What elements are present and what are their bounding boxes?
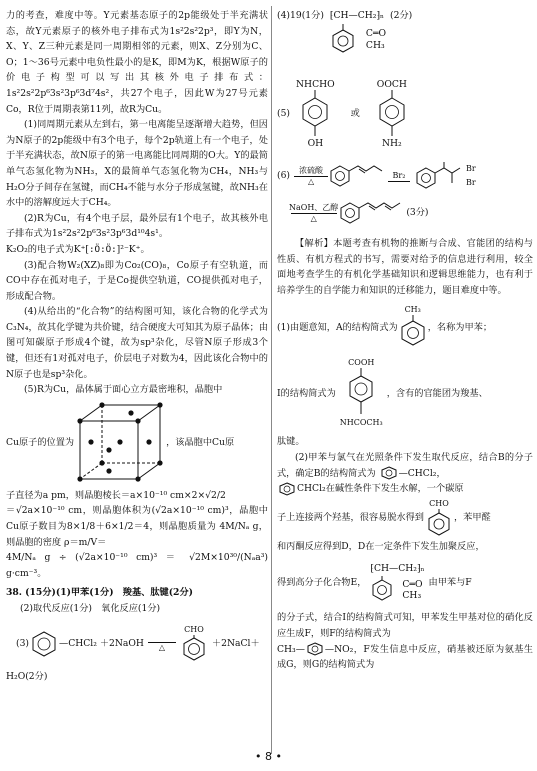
equation-tail: H₂O(2分) — [6, 670, 48, 682]
compound-i-structure: COOH NHCOCH₃ — [339, 358, 383, 428]
page-number: • 8 • — [255, 750, 282, 763]
paragraph-density: 4M/Nₐ g ÷ (√2a×10⁻¹⁰ cm)³ ＝ √2M×10³⁰/(Nₐa³) g·cm⁻³。 — [6, 552, 268, 579]
right-column — [277, 8, 533, 673]
benzaldehyde-structure: CHO — [426, 499, 452, 537]
left-column — [6, 8, 268, 684]
benzene-ring-icon — [180, 635, 208, 663]
paragraph-cell-mass: ＝√2a×10⁻¹⁰ cm，则晶胞体积为(√2a×10⁻¹⁰ cm)³，晶胞中Cu原子数目为8×1/8＋6×1/2＝4，则晶胞质量为 4M/Nₐ g，则晶胞的密度 ρ＝m/V＝ — [6, 505, 268, 548]
answer-38-part2: (2)取代反应(1分) 氧化反应(1分) — [20, 603, 161, 614]
paragraph-ionization-energy: (1)同周期元素从左到右，第一电离能呈逐渐增大趋势，但因为N原子的2p能级中有3个电子，每个2p轨道上有一个电子，处于半充满状态，故N原子的第一电离能比同周期的O大。Y的最简单气态氢化物为NH₃，X的最简单气态氢化物为CH₄，NH₃与H₂O分子间存在氢键，而CH₄不能与水分子形成氢键，故NH₃在水中的溶解度远大于CH₄。 — [6, 119, 268, 209]
diene-structure — [338, 199, 402, 227]
paragraph-hydrolysis: CHCl₂在碱性条件下发生水解，一个碳原 — [277, 481, 533, 497]
paragraph-b-structure: (2)甲苯与氯气在光照条件下发生取代反应，结合B的分子式，确定B的结构简式为 —CHCl₂， — [277, 451, 533, 479]
polymer-e-structure: ⁅CH—CH₂⁆ₙ C═O CH₃ — [370, 561, 424, 605]
benzene-ring-icon — [379, 466, 399, 480]
toluene-structure: CH₃ — [398, 305, 428, 349]
structure-i-row: I的结构简式为 COOH NHCOCH₃ ，含有的官能团为羧基、 — [277, 358, 488, 428]
reaction-arrow: NaOH、乙醇 △ — [289, 202, 339, 223]
bromine-label: Br — [466, 178, 476, 187]
polymer-e-row: 得到高分子化合物E， ⁅CH—CH₂⁆ₙ C═O CH₃ 由甲苯与F — [277, 554, 533, 610]
bromine-label: Br — [466, 164, 476, 173]
paragraph-edge-length: 子直径为a pm，则晶胞棱长＝a×10⁻¹⁰ cm×2×√2/2 — [6, 489, 226, 501]
fcc-unit-cell-diagram — [74, 399, 166, 487]
polymer-structure: ⁅CH—CH₂⁆ₙ C═O CH₃ — [330, 8, 386, 56]
unit-cell-row: Cu原子的位置为 ，该晶胞中Cu原 — [6, 398, 268, 488]
benzene-ring-icon — [305, 642, 325, 656]
electron-dot-formula: :Ö:Ö: — [89, 243, 117, 255]
answer-5-row: (5) NHCHO OH 或 OOCH NH₂ — [277, 79, 407, 149]
benzene-ring-icon — [277, 482, 297, 496]
answer-6-row-1: (6) 浓硫酸 △ Br₂ Br Br — [277, 156, 533, 196]
text-peptide-bond: 肽键。 — [277, 436, 305, 448]
dibromide-structure — [414, 158, 466, 194]
benzaldehyde-row: 子上连接两个羟基，很容易脱水得到 CHO ，苯甲醛 — [277, 497, 533, 539]
equation-hydrolysis-row: (3) —CHCl₂ ＋2NaOH △ CHO ＋2NaCl＋ — [6, 619, 268, 669]
paragraph-complex: (3)配合物W₂(XZ)₈即为Co₂(CO)₈，Co原子有空轨道，而CO中存在孤对电子，于是Co提供空轨道，CO提供孤对电子，形成配合物。 — [6, 259, 268, 302]
paragraph-k2o2: K₂O₂的电子式为K⁺[:Ö:Ö:]²⁻K⁺。 — [6, 243, 150, 255]
analysis-paragraph: 【解析】本题考查有机物的推断与合成、官能团的结构与性质、有机方程式的书写，需要对给予的信息进行利用，较全面地考查学生的有机化学基础知识和逻辑思维能力，也有利于培养学生的自学能力和知识的迁移能力，题目难度中等。 — [277, 238, 533, 296]
paragraph-f-structure: CH₃— —NO₂，F发生信息中反应，硝基被还原为氨基生成G，则G的结构简式为 — [277, 643, 533, 671]
reaction-arrow: △ — [148, 634, 176, 653]
reaction-arrow: 浓硫酸 △ — [294, 166, 328, 187]
column-divider — [271, 6, 272, 754]
paragraph-nitration: 的分子式，结合I的结构简式可知，甲苯发生甲基对位的硝化反应生成F，则F的结构简式为 — [277, 612, 533, 639]
paragraph-fcc: (5)R为Cu，晶体属于面心立方最密堆积，晶胞中 — [24, 384, 223, 396]
benzene-ring-icon — [426, 509, 452, 537]
benzene-ring-icon — [370, 576, 394, 604]
isomer-a-structure: NHCHO OH — [296, 79, 335, 149]
benzene-ring-icon — [299, 90, 331, 138]
paragraph-cu-config: (2)R为Cu，有4个电子层，最外层有1个电子，故其核外电子排布式为1s²2s²2p⁶3s²3p⁶3d¹⁰4s¹。 — [6, 212, 268, 240]
answer-4-row: (4)19(1分) ⁅CH—CH₂⁆ₙ C═O CH₃ (2分) — [277, 8, 533, 72]
answer-6-row-2: NaOH、乙醇 △ (3分) — [277, 196, 533, 230]
styrene-derivative-structure — [328, 162, 384, 190]
paragraph-c3n4: (4)从给出的“化合物”的结构图可知，该化合物的化学式为C₃N₄，故其化学键为共价键，结合硬度大可知其为原子晶体；由图可知碳原子形成4个键，故为sp³杂化，尽管N原子形成3个键，但还有1对孤对电子，价层电子对数为4，因此该化合物中的N原子也是sp³杂化。 — [6, 306, 268, 380]
benzaldehyde-structure: CHO — [180, 625, 208, 663]
answer-38-part1: 38. (15分)(1)甲苯(1分) 羧基、肽键(2分) — [6, 587, 193, 599]
benzene-ring-icon — [376, 90, 408, 138]
benzene-ring-icon — [29, 629, 59, 659]
benzene-ring-icon — [398, 315, 428, 349]
benzene-ring-icon — [330, 24, 356, 56]
structure-a-row: (1)由题意知，A的结构简式为 CH₃ ，名称为甲苯； — [277, 302, 533, 352]
paragraph-polymerization: 和丙酮反应得到D，D在一定条件下发生加聚反应， — [277, 540, 485, 552]
benzene-ring-icon — [346, 368, 376, 418]
paragraph-electron-config: 力的考查，难度中等。Y元素基态原子的2p能级处于半充满状态，故Y元素原子的核外电子排布式为1s²2s²2p³，即Y为N，X、Y、Z三种元素是同一周期相邻的元素，则X、Z分别为C、O；1～36号元素中电负性最小的是K，即M为K，根据W原子的价电子构型可以写出其核外电子排布式：1s²2s²2p⁶3s²3p⁶3d⁷4s²，共27个电子，因此W为27号元素Co，R位于周期表第11列，故R为Cu。 — [6, 10, 268, 115]
reaction-arrow: Br₂ — [388, 171, 410, 182]
isomer-b-structure: OOCH NH₂ — [376, 79, 407, 149]
